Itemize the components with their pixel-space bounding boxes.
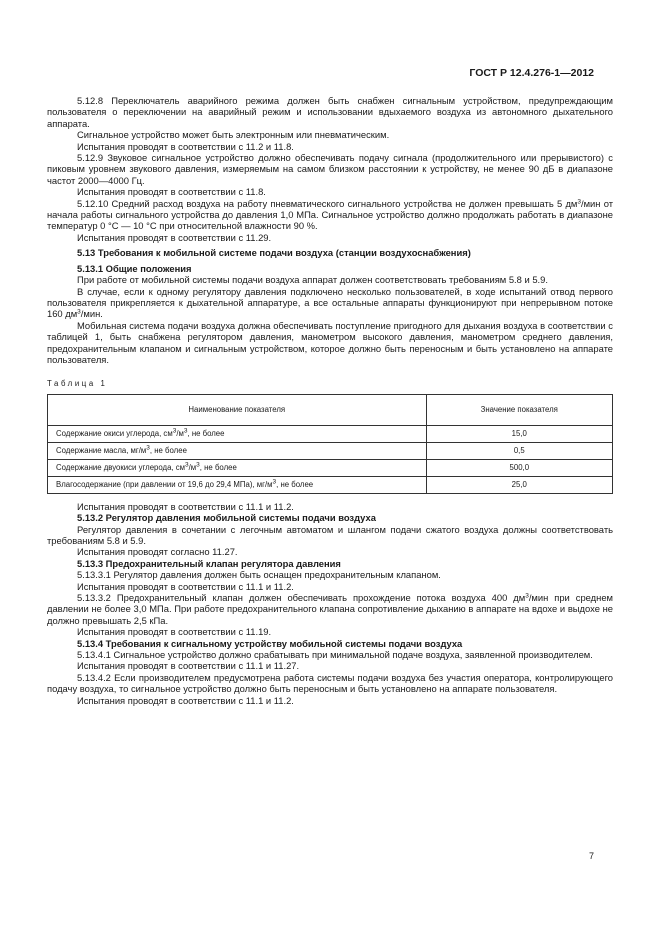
indicator-value: 15,0 xyxy=(426,425,612,442)
indicator-name: Влагосодержание (при давлении от 19,6 до 29,4 МПа), $мг/м^3$, не более xyxy=(48,476,427,493)
paragraph: Испытания проводят в соответствии с 11.1 и 11.2. xyxy=(77,580,294,592)
paragraph: Испытания проводят в соответствии с 11.8. xyxy=(77,186,266,198)
paragraph: Сигнальное устройство может быть электронным или пневматическим. xyxy=(77,129,390,141)
paragraph: 5.13.3.1 Регулятор давления должен быть оснащен предохранительным клапаном. xyxy=(77,569,441,581)
paragraph: 5.12.8 Переключатель аварийного режима должен быть снабжен сигнальным устройством, предупреждающим пользователя о переключении на аварийный режим и использовании вдыхаемого воздуха из автономного дыхательного аппарата. xyxy=(47,95,613,129)
table-row xyxy=(48,476,613,493)
column-header: Наименование показателя xyxy=(48,394,427,425)
indicator-name: Содержание окиси углерода, $см^3/м^3$, не более xyxy=(48,425,427,442)
section-heading: 5.13 Требования к мобильной системе подачи воздуха (станции воздухоснабжения) xyxy=(77,247,471,259)
indicator-value: 500,0 xyxy=(426,459,612,476)
table-header-row xyxy=(48,394,613,425)
indicator-name: Содержание двуокиси углерода, $см^3/м^3$, не более xyxy=(48,459,427,476)
subsection-heading: 5.13.1 Общие положения xyxy=(77,262,192,274)
paragraph: Регулятор давления в сочетании с легочным автоматом и шлангом подачи сжатого воздуха должны соответствовать требованиям 5.8 и 5.9. xyxy=(47,523,613,546)
indicator-value: 0,5 xyxy=(426,442,612,459)
indicator-name: Содержание масла, $мг/м^3$, не более xyxy=(48,442,427,459)
subsection-heading: 5.13.2 Регулятор давления мобильной системы подачи воздуха xyxy=(77,512,376,524)
document-code: ГОСТ Р 12.4.276-1—2012 xyxy=(469,67,594,79)
paragraph: Мобильная система подачи воздуха должна обеспечивать поступление пригодного для дыхания воздуха в соответствии с таблицей 1, быть снабжена регулятором давления, манометром высокого давления, манометром среднего давления, предохранительным клапаном и сигнальным устройством, которое должно быть переносным и быть установлено на аппарате пользователя. xyxy=(47,319,613,365)
table-row xyxy=(48,442,613,459)
paragraph: Испытания проводят в соответствии с 11.1 и 11.2. xyxy=(77,694,294,706)
table-row xyxy=(48,425,613,442)
paragraph: В случае, если к одному регулятору давления подключено несколько пользователей, в ходе испытаний отвод первого пользователя прикрепляется к дыхательной аппаратуре, а все остальные аппараты функционируют при непрерывном потоке 160 $дм^3$/мин. xyxy=(47,285,613,320)
subsection-heading: 5.13.4 Требования к сигнальному устройству мобильной системы подачи воздуха xyxy=(77,637,463,649)
air-quality-table xyxy=(47,394,613,494)
paragraph: Испытания проводят в соответствии с 11.1 и 11.2. xyxy=(77,500,294,512)
main-text xyxy=(47,95,613,706)
paragraph: Испытания проводят в соответствии с 11.2 и 11.8. xyxy=(77,140,294,152)
paragraph: Испытания проводят в соответствии с 11.19. xyxy=(77,626,272,638)
subsection-heading: 5.13.3 Предохранительный клапан регулятора давления xyxy=(77,557,341,569)
paragraph: 5.12.10 Средний расход воздуха на работу пневматического сигнального устройства не должен превышать 5 $дм^3$/мин от начала работы сигнального устройства до давления 1,0 МПа. Сигнальное устройство должно продолжать работать в диапазоне температур 0 °С — 10 °С при относительной влажности 90 %. xyxy=(47,197,613,232)
paragraph: Испытания проводят согласно 11.27. xyxy=(77,546,238,558)
paragraph: Испытания проводят в соответствии с 11.29. xyxy=(77,231,272,243)
page-number: 7 xyxy=(588,851,594,861)
paragraph: 5.13.4.2 Если производителем предусмотрена работа системы подачи воздуха без участия оператора, контролирующего подачу воздуха, то сигнальное устройство должно быть переносным и быть установлено на аппарате пользователя. xyxy=(47,671,613,695)
paragraph: Испытания проводят в соответствии с 11.1 и 11.27. xyxy=(77,660,300,672)
indicator-value: 25,0 xyxy=(426,476,612,493)
table-caption: Таблица 1 xyxy=(47,379,108,389)
paragraph: 5.12.9 Звуковое сигнальное устройство должно обеспечивать подачу сигнала (продолжительного или прерывистого) с пиковым уровнем звукового давления, измеряемым на самом близком расстоянии к устройству, не менее 90 дБ в диапазоне частот 2000—4000 Гц. xyxy=(47,152,613,186)
paragraph: 5.13.4.1 Сигнальное устройство должно срабатывать при минимальной подаче воздуха, заявленной производителем. xyxy=(77,649,593,661)
paragraph: При работе от мобильной системы подачи воздуха аппарат должен соответствовать требованиям 5.8 и 5.9. xyxy=(77,274,548,286)
paragraph: 5.13.3.2 Предохранительный клапан должен обеспечивать прохождение потока воздуха 400 $дм^3$/мин при среднем давлении не более 3,0 МПа. При работе предохранительного клапана сопротивление дыханию в аппарате на вдохе и выдохе не должно превышать 2,5 кПа. xyxy=(47,592,613,626)
table-row xyxy=(48,459,613,476)
column-header: Значение показателя xyxy=(426,394,612,425)
